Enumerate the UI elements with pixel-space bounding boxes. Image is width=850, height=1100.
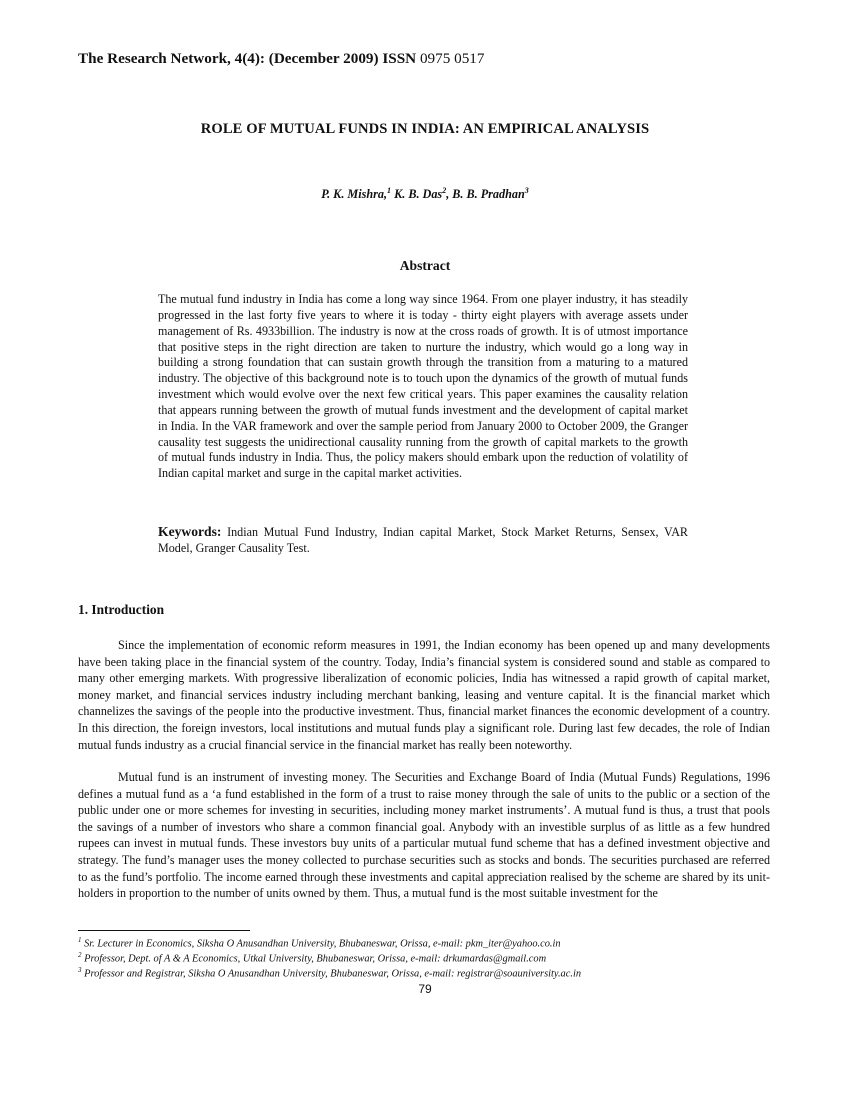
author-name: K. B. Das [391, 187, 443, 202]
paper-title: ROLE OF MUTUAL FUNDS IN INDIA: AN EMPIRICAL ANALYSIS [200, 121, 650, 137]
footnote-mark: 3 [78, 966, 82, 974]
footnote-text: Professor and Registrar, Siksha O Anusandhan University, Bhubaneswar, Orissa, e-mail: registrar@soauniversity.ac.in [81, 968, 582, 980]
footnote-mark: 2 [78, 951, 82, 959]
keywords-text: Indian Mutual Fund Industry, Indian capital Market, Stock Market Returns, Sensex, VAR Model, Granger Causality Test. [158, 525, 688, 555]
footnote [78, 936, 561, 949]
footnote [78, 966, 581, 979]
author-name: P. K. Mishra, [321, 187, 388, 202]
journal-citation: The Research Network, 4(4): (December 2009) ISSN [78, 50, 417, 67]
footnote-mark: 1 [78, 936, 82, 944]
section-heading-introduction: 1. Introduction [78, 602, 165, 617]
keywords-label: Keywords: [158, 524, 222, 539]
journal-header [78, 50, 484, 68]
author-list [0, 186, 850, 202]
footnote [78, 951, 546, 964]
abstract-heading: Abstract [399, 258, 451, 273]
introduction-paragraph: Mutual fund is an instrument of investing money. The Securities and Exchange Board of India (Mutual Funds) Regulations, 1996 defines a mutual fund as a ‘a fund established in the form of a trust to raise money through the sale of units to the public or a section of the public under one or more schemes for investing in securities, including money market instruments’. A mutual fund is thus, a trust that pools the savings of a number of investors who share a common financial goal. Anybody with an investible surplus of as little as a few hundred rupees can invest in mutual funds. These investors buy units of a particular mutual fund scheme that has a defined investment objective and strategy. The fund’s manager uses the money collected to purchase securities such as stocks and bonds. The securities purchased are referred to as the fund’s portfolio. The income earned through these investments and capital appreciation realised by the scheme are shared by its unit-holders in proportion to the number of units owned by them. Thus, a mutual fund is the most suitable investment for the [78, 770, 770, 901]
author-footnote-mark: 2 [442, 186, 447, 195]
footnote-divider [78, 930, 250, 931]
abstract-text: The mutual fund industry in India has come a long way since 1964. From one player industry, it has steadily progressed in the last forty five years to where it is today - thirty eight players with average assets under management of Rs. 4933billion. The industry is now at the cross roads of growth. It is of utmost importance that positive steps in the right direction are taken to nurture the industry, which would go a long way in building a strong foundation that can sustain growth through the transition from a maturing to a matured industry. The objective of this background note is to touch upon the dynamics of the growth of mutual funds investment which would evolve over the next few critical years. This paper examines the causality relation that appears running between the growth of mutual funds investment and the development of capital market in India. In the VAR framework and over the sample period from January 2000 to October 2009, the Granger causality test suggests the unidirectional causality running from the growth of capital markets to the growth of mutual funds industry in India. Thus, the policy makers should embark upon the reduction of volatility of Indian capital market and surge in the capital market activities. [158, 292, 688, 481]
author-name: , B. B. Pradhan [446, 187, 525, 202]
introduction-paragraph: Since the implementation of economic reform measures in 1991, the Indian economy has been opened up and many developments have been taking place in the financial system of the country. Today, India’s financial system is considered sound and stable as compared to many other emerging markets. With progressive liberalization of economic policies, India has witnessed a rapid growth of capital market, money market, and financial services industry including merchant banking, leasing and venture capital. It is the financial market which channelizes the savings of the people into the productive investment. Thus, financial market finances the economic development of a country. In this direction, the foreign investors, local institutions and mutual funds play a significant role. During last few decades, the role of Indian mutual funds industry as a crucial financial service in the financial market has really been noteworthy. [78, 638, 770, 752]
footnote-text: Professor, Dept. of A & A Economics, Utkal University, Bhubaneswar, Orissa, e-mail: drkumardas@gmail.com [81, 953, 547, 965]
issn-number: 0975 0517 [416, 50, 485, 67]
author-footnote-mark: 1 [387, 186, 392, 195]
keywords [158, 524, 688, 556]
footnote-text: Sr. Lecturer in Economics, Siksha O Anusandhan University, Bhubaneswar, Orissa, e-mail: pkm_iter@yahoo.co.in [81, 938, 561, 950]
page-number: 79 [418, 982, 432, 996]
author-footnote-mark: 3 [524, 186, 529, 195]
